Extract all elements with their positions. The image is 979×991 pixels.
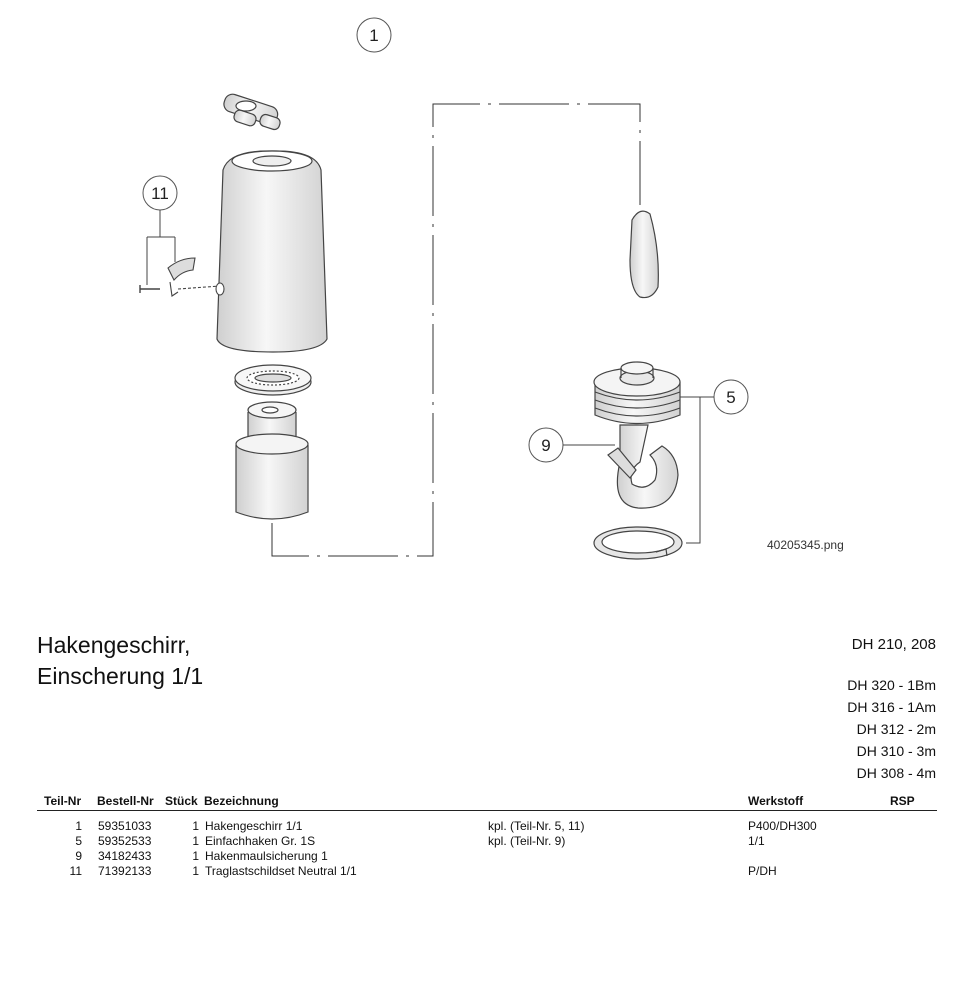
cell-bezeichnung: Hakenmaulsicherung 1 xyxy=(205,849,328,863)
cell-teil-nr: 11 xyxy=(69,864,82,878)
cell-werkstoff: P/DH xyxy=(748,864,777,878)
cell-stueck: 1 xyxy=(192,849,199,863)
svg-text:5: 5 xyxy=(726,388,736,407)
cell-bezeichnung: Hakengeschirr 1/1 xyxy=(205,819,303,833)
cell-werkstoff: P400/DH300 xyxy=(748,819,817,833)
cell-werkstoff: 1/1 xyxy=(748,834,765,848)
header-stueck: Stück xyxy=(165,794,198,808)
header-werkstoff: Werkstoff xyxy=(748,794,804,808)
callout-5 xyxy=(680,380,748,543)
table-row xyxy=(37,863,937,878)
model-list xyxy=(716,636,936,784)
svg-text:11: 11 xyxy=(151,184,169,203)
title-line-1: Hakengeschirr, xyxy=(37,632,191,658)
model-item: DH 308 - 4m xyxy=(856,765,936,781)
latch-part xyxy=(630,211,658,297)
page-title xyxy=(37,630,203,692)
thrust-bearing xyxy=(235,365,311,395)
cell-bezeichnung: Einfachhaken Gr. 1S xyxy=(205,834,316,848)
callout-1 xyxy=(357,18,391,52)
model-item: DH 320 - 1Bm xyxy=(847,677,936,693)
cell-teil-nr: 1 xyxy=(75,819,82,833)
cell-note: kpl. (Teil-Nr. 5, 11) xyxy=(488,819,585,833)
model-item: DH 310 - 3m xyxy=(856,743,936,759)
cell-stueck: 1 xyxy=(192,834,199,848)
model-item: DH 312 - 2m xyxy=(856,721,936,737)
header-rsp: RSP xyxy=(890,794,915,808)
cell-bezeichnung: Traglastschildset Neutral 1/1 xyxy=(205,864,357,878)
model-primary: DH 210, 208 xyxy=(851,636,936,653)
cell-bestell-nr: 34182433 xyxy=(98,849,152,863)
cell-bestell-nr: 71392133 xyxy=(98,864,152,878)
cell-teil-nr: 5 xyxy=(75,834,82,848)
load-capacity-plate xyxy=(140,258,224,296)
header-teil-nr: Teil-Nr xyxy=(44,794,82,808)
cell-stueck: 1 xyxy=(192,819,199,833)
header-bestell-nr: Bestell-Nr xyxy=(97,794,154,808)
hook-housing xyxy=(217,151,327,352)
svg-text:1: 1 xyxy=(369,26,379,45)
cell-bestell-nr: 59351033 xyxy=(98,819,152,833)
cell-note: kpl. (Teil-Nr. 9) xyxy=(488,834,566,848)
hook-nut xyxy=(236,402,308,519)
table-row xyxy=(37,848,937,863)
parts-table-header xyxy=(37,793,937,811)
suspension-bracket xyxy=(222,92,282,131)
hook-assembly xyxy=(594,362,680,508)
callout-9 xyxy=(529,428,615,462)
cell-teil-nr: 9 xyxy=(75,849,82,863)
parts-table-body xyxy=(37,818,937,878)
title-line-2: Einscherung 1/1 xyxy=(37,663,204,689)
image-filename: 40205345.png xyxy=(767,538,844,552)
retaining-ring xyxy=(594,527,682,559)
cell-bestell-nr: 59352533 xyxy=(98,834,152,848)
table-row xyxy=(37,818,937,833)
model-item: DH 316 - 1Am xyxy=(847,699,936,715)
header-bezeichnung: Bezeichnung xyxy=(204,794,279,808)
svg-text:9: 9 xyxy=(541,436,551,455)
cell-stueck: 1 xyxy=(192,864,199,878)
table-row xyxy=(37,833,937,848)
